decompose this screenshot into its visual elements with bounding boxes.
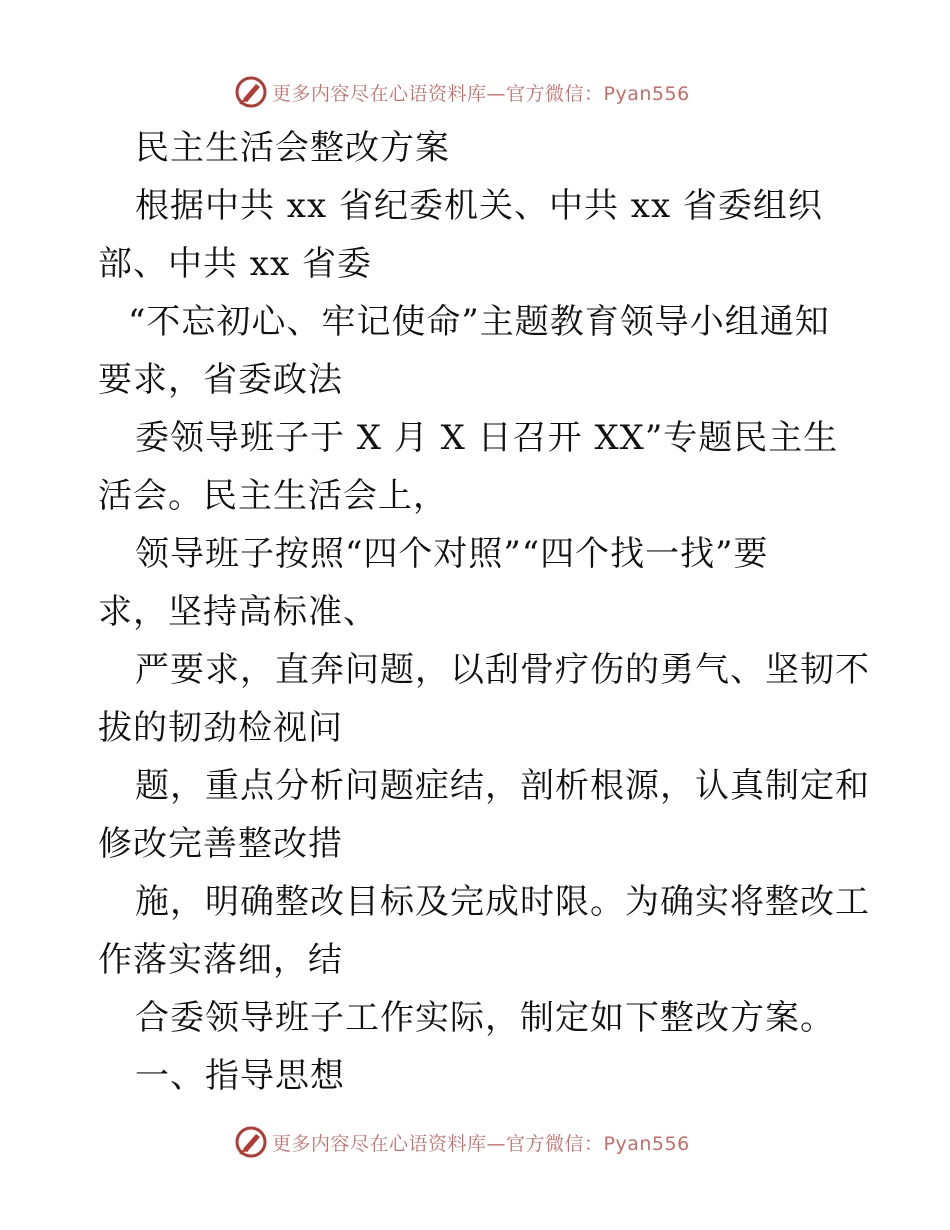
pen-seal-logo-icon (234, 75, 268, 109)
paragraph-line: 施，明确整改目标及完成时限。为确实将整改工 (135, 882, 870, 922)
watermark-text: 更多内容尽在心语资料库—官方微信：Pyan556 (272, 1132, 690, 1155)
paragraph-line: 根据中共 xx 省纪委机关、中共 xx 省委组织 (135, 186, 823, 226)
paragraph-line: 合委领导班子工作实际，制定如下整改方案。 (135, 998, 835, 1038)
footer-watermark (234, 1122, 690, 1162)
paragraph-line: 领导班子按照“四个对照”“四个找一找”要 (135, 534, 769, 574)
paragraph-line: “不忘初心、牢记使命”主题教育领导小组通知 (128, 302, 830, 342)
paragraph-line: 严要求，直奔问题，以刮骨疗伤的勇气、坚韧不 (135, 650, 870, 690)
document-title: 民主生活会整改方案 (135, 128, 450, 168)
paragraph-line: 修改完善整改措 (98, 824, 343, 864)
header-watermark (234, 72, 690, 112)
paragraph-line: 委领导班子于 X 月 X 日召开 XX”专题民主生 (135, 418, 839, 458)
paragraph-line: 要求，省委政法 (98, 360, 343, 400)
pen-seal-logo-icon (234, 1125, 268, 1159)
paragraph-line: 作落实落细，结 (98, 940, 343, 980)
paragraph-line: 题，重点分析问题症结，剖析根源，认真制定和 (135, 766, 870, 806)
paragraph-line: 活会。民主生活会上， (98, 476, 448, 516)
paragraph-line: 求，坚持高标准、 (98, 592, 378, 632)
section-heading: 一、指导思想 (135, 1056, 345, 1096)
paragraph-line: 部、中共 xx 省委 (98, 244, 372, 284)
watermark-text: 更多内容尽在心语资料库—官方微信：Pyan556 (272, 82, 690, 105)
paragraph-line: 拔的韧劲检视问 (98, 708, 343, 748)
